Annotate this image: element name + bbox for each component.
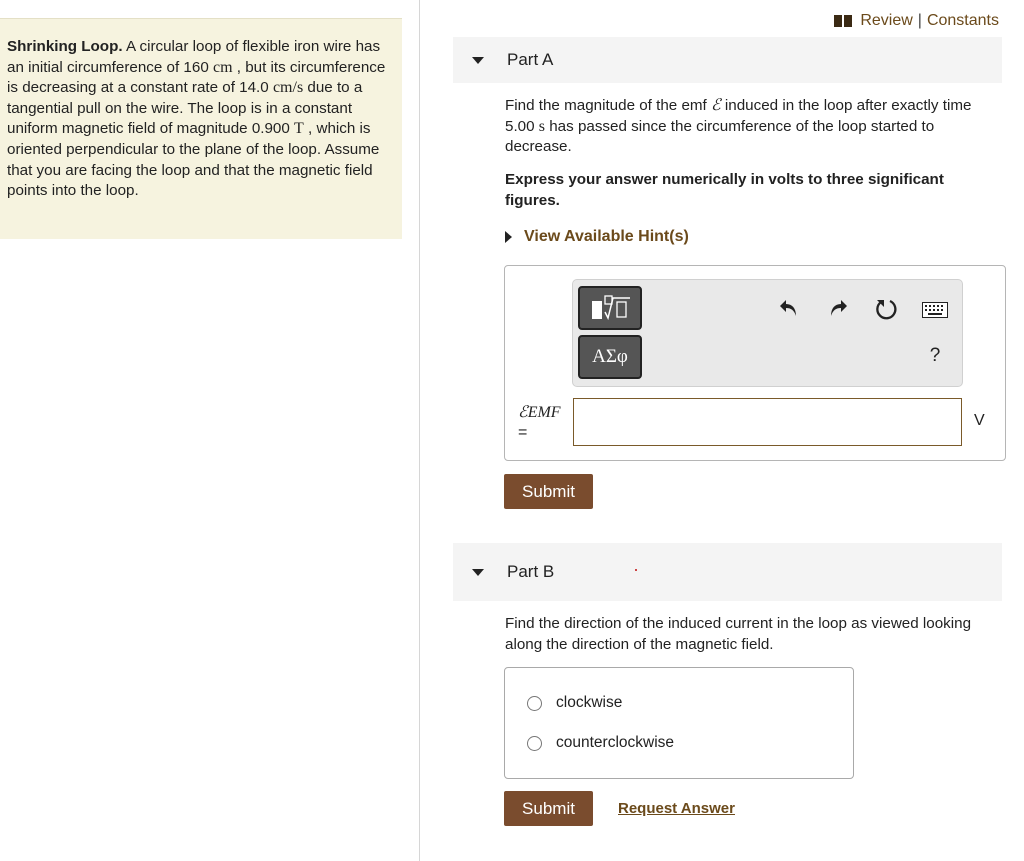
book-icon	[834, 15, 852, 27]
unit-tesla: T	[294, 120, 304, 138]
part-b-label: Part B	[507, 562, 555, 581]
part-a-header[interactable]	[453, 37, 1002, 83]
question-text: has passed since the circumference of the loop started to decrease.	[505, 117, 935, 156]
part-a-label: Part A	[507, 50, 554, 69]
hint-label: View Available Hint(s)	[524, 228, 689, 245]
problem-text-4: , which is oriented perpendicular to the plane of the loop. Assume that you are facing the loop and that the magnetic field points into the loop.	[7, 120, 380, 200]
emf-answer-input[interactable]	[573, 398, 962, 446]
part-a-submit-button[interactable]: Submit	[504, 474, 593, 509]
request-answer-link[interactable]: Request Answer	[618, 800, 735, 817]
decorative-dot	[635, 569, 637, 571]
templates-button[interactable]	[578, 286, 642, 330]
greek-symbols-button[interactable]: ΑΣφ	[578, 335, 642, 379]
emf-symbol-label: ℰEMF	[518, 404, 561, 421]
top-links	[834, 12, 999, 30]
fraction-root-icon	[584, 290, 636, 326]
question-text: induced in the loop after exactly time 5.00	[505, 97, 972, 135]
choice-label: counterclockwise	[556, 734, 675, 751]
radio-button[interactable]	[527, 736, 542, 751]
part-a-instruction: Express your answer numerically in volts to three significant figures.	[505, 171, 944, 209]
direction-choices	[504, 667, 854, 779]
part-b-question: Find the direction of the induced current in the loop as viewed looking along the direction of the magnetic field.	[505, 615, 972, 653]
collapse-triangle-icon[interactable]	[472, 569, 484, 576]
collapse-triangle-icon[interactable]	[472, 57, 484, 64]
part-b-header[interactable]	[453, 543, 1002, 601]
choice-counterclockwise[interactable]	[527, 734, 674, 752]
equals-sign: =	[518, 424, 528, 441]
redo-icon[interactable]	[826, 296, 850, 320]
unit-cm: cm	[212, 58, 233, 76]
constants-link[interactable]: Constants	[926, 12, 999, 29]
pane-divider	[419, 0, 420, 861]
expand-triangle-icon	[505, 231, 512, 243]
unit-s: s	[538, 117, 546, 135]
problem-title: Shrinking Loop.	[7, 38, 123, 55]
radio-button[interactable]	[527, 696, 542, 711]
view-hints-link[interactable]	[505, 228, 689, 246]
part-a-question	[505, 96, 1000, 158]
emf-label	[518, 403, 561, 443]
problem-text-2: , but its circumference is decreasing at a constant rate of 14.0	[7, 58, 386, 97]
emf-symbol: ℰ	[711, 97, 721, 114]
review-link[interactable]: Review	[860, 12, 913, 29]
keyboard-icon[interactable]	[921, 301, 949, 319]
problem-text-1: A circular loop of flexible iron wire has an initial circumference of 160	[7, 38, 381, 76]
question-text: Find the magnitude of the emf	[505, 97, 711, 114]
problem-text-3: due to a tangential pull on the wire. The loop is in a constant uniform magnetic field of magnitude 0.900	[7, 79, 363, 138]
undo-icon[interactable]	[777, 296, 801, 320]
choice-clockwise[interactable]	[527, 694, 622, 712]
unit-cm-per-s: cm/s	[272, 79, 304, 97]
unit-label: V	[974, 412, 985, 429]
part-b-submit-button[interactable]: Submit	[504, 791, 593, 826]
choice-label: clockwise	[556, 694, 623, 711]
problem-statement	[0, 18, 402, 239]
help-button[interactable]: ?	[929, 345, 941, 366]
reset-icon[interactable]	[873, 296, 899, 322]
link-separator: |	[917, 12, 922, 29]
